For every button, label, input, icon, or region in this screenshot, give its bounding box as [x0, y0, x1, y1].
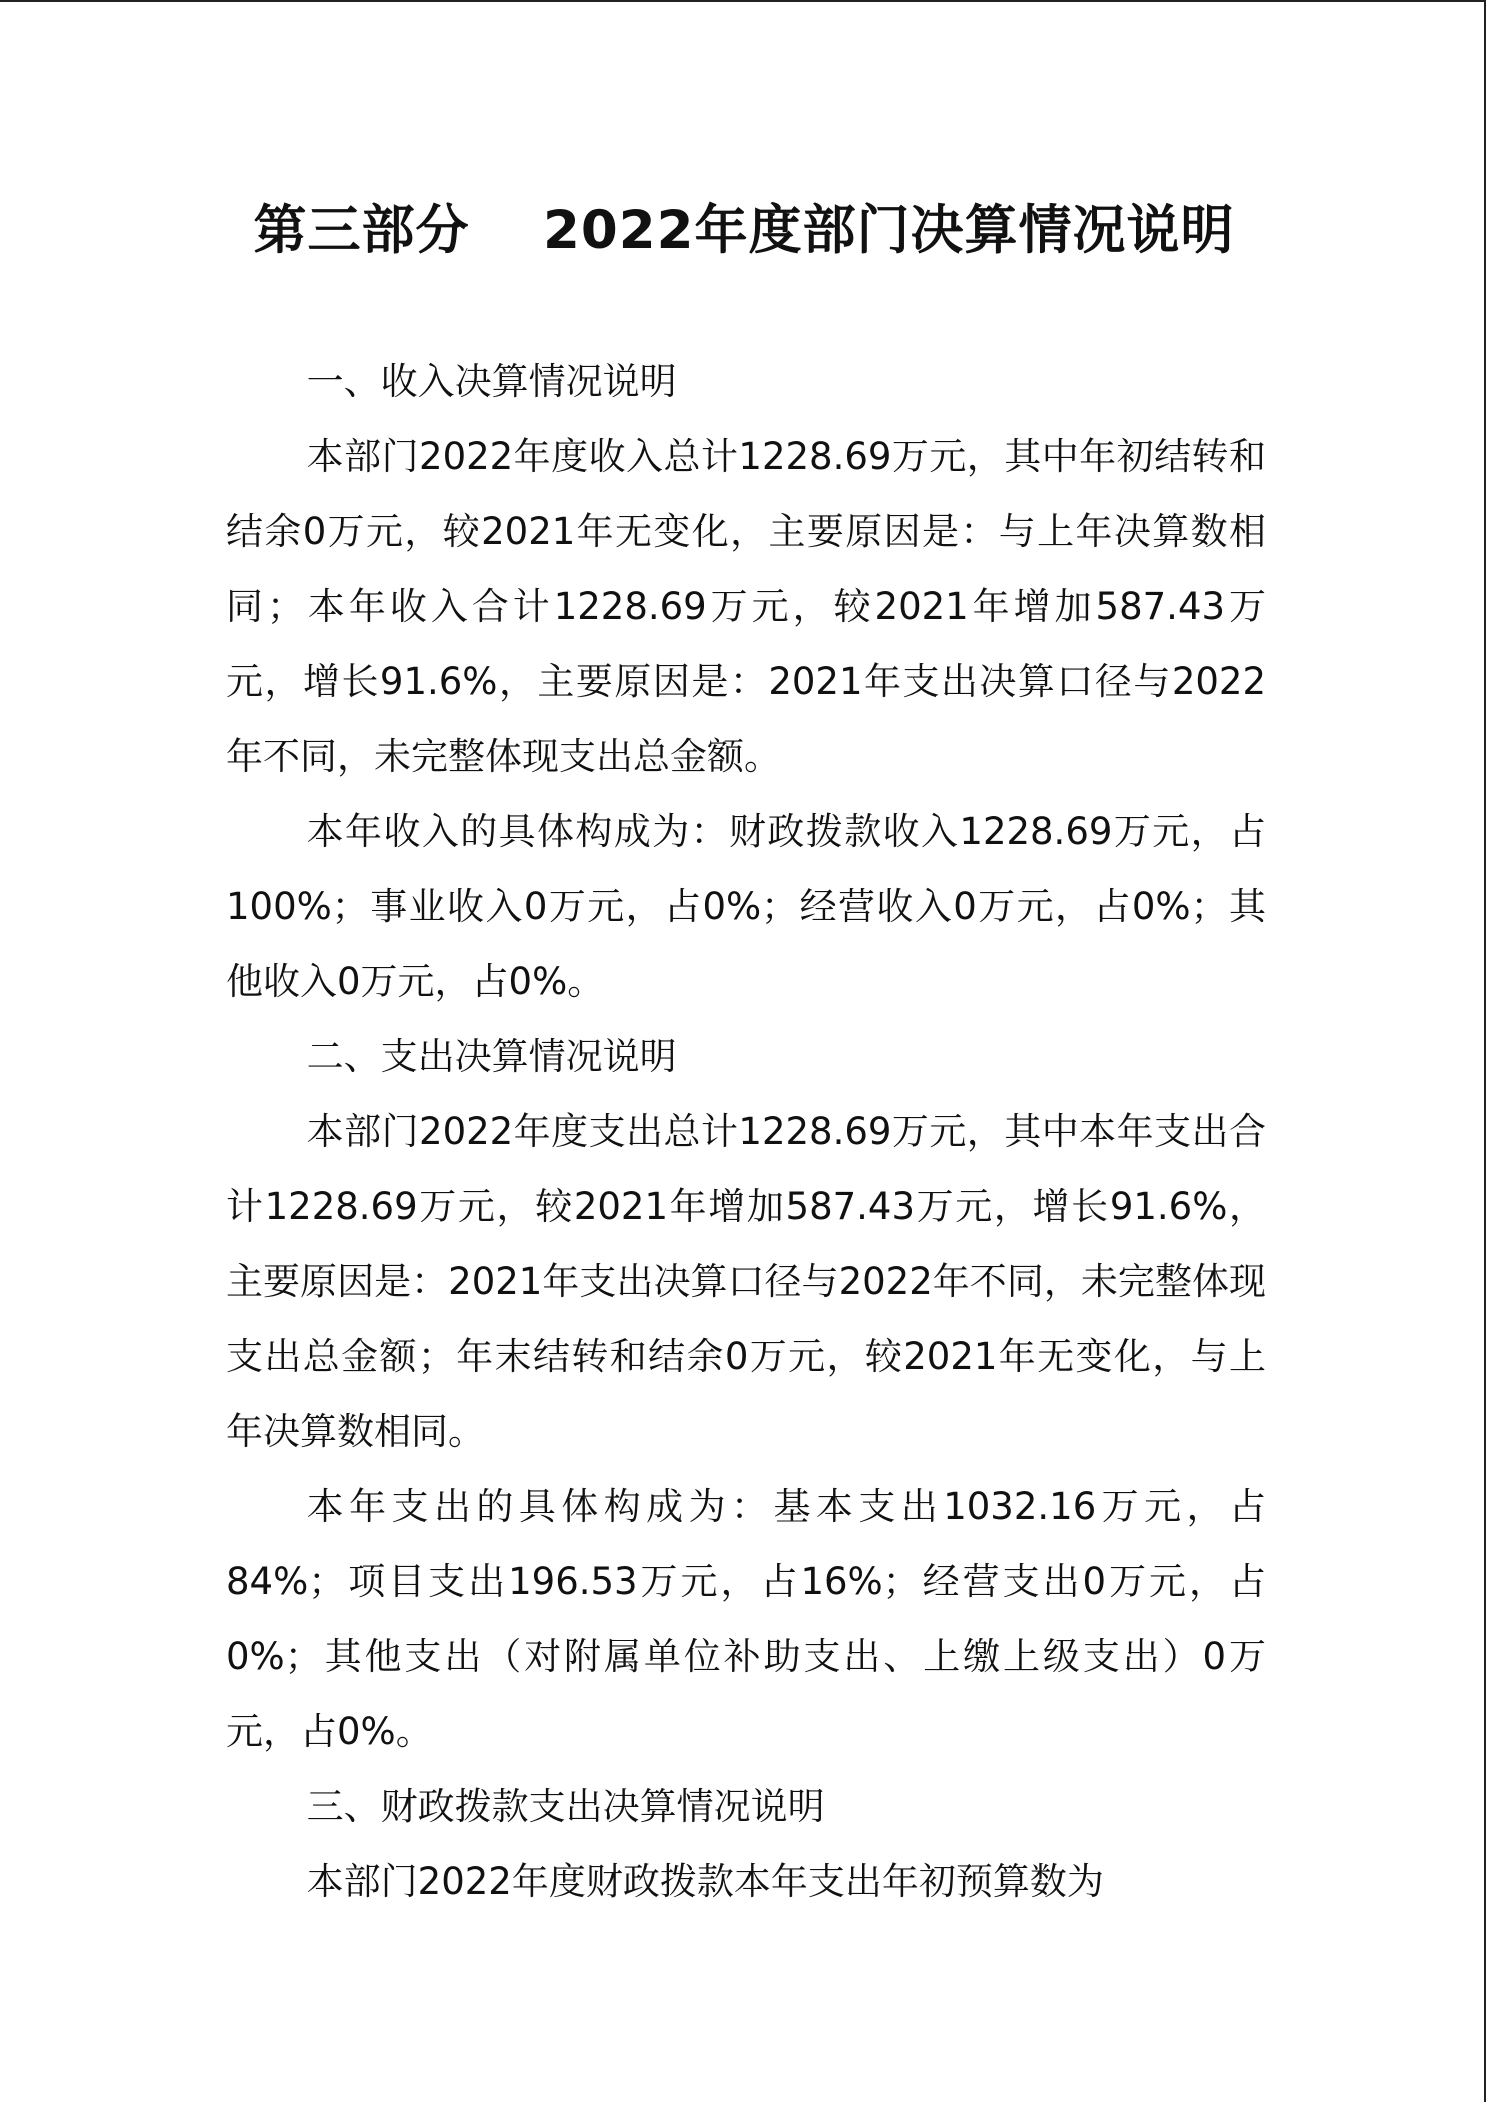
paragraph-expenditure-summary: 本部门2022年度支出总计1228.69万元，其中本年支出合计1228.69万元，较2021年增加587.43万元，增长91.6%，主要原因是：2021年支出决算口径与2022年不同，未完整体现支出总金额；年末结转和结余0万元，较2021年无变化，与上年决算数相同。	[226, 1110, 1266, 1453]
paragraph-expenditure-composition: 本年支出的具体构成为：基本支出1032.16万元，占84%；项目支出196.53万元，占16%；经营支出0万元，占0%；其他支出（对附属单位补助支出、上缴上级支出）0万元，占0%。	[226, 1485, 1266, 1753]
section-heading-expenditure: 二、支出决算情况说明	[306, 1035, 677, 1078]
document-body	[226, 344, 1266, 1919]
section-heading-income: 一、收入决算情况说明	[306, 360, 677, 403]
section-heading-fiscal: 三、财政拨款支出决算情况说明	[306, 1785, 825, 1828]
paragraph-income-composition: 本年收入的具体构成为：财政拨款收入1228.69万元，占100%；事业收入0万元，占0%；经营收入0万元，占0%；其他收入0万元，占0%。	[226, 810, 1266, 1003]
paragraph-fiscal-budget: 本部门2022年度财政拨款本年支出年初预算数为	[306, 1860, 1104, 1903]
paragraph-income-summary: 本部门2022年度收入总计1228.69万元，其中年初结转和结余0万元，较2021年无变化，主要原因是：与上年决算数相同；本年收入合计1228.69万元，较2021年增加587.43万元，增长91.6%，主要原因是：2021年支出决算口径与2022年不同，未完整体现支出总金额。	[226, 435, 1266, 778]
page-title: 第三部分 2022年度部门决算情况说明	[253, 200, 1235, 261]
